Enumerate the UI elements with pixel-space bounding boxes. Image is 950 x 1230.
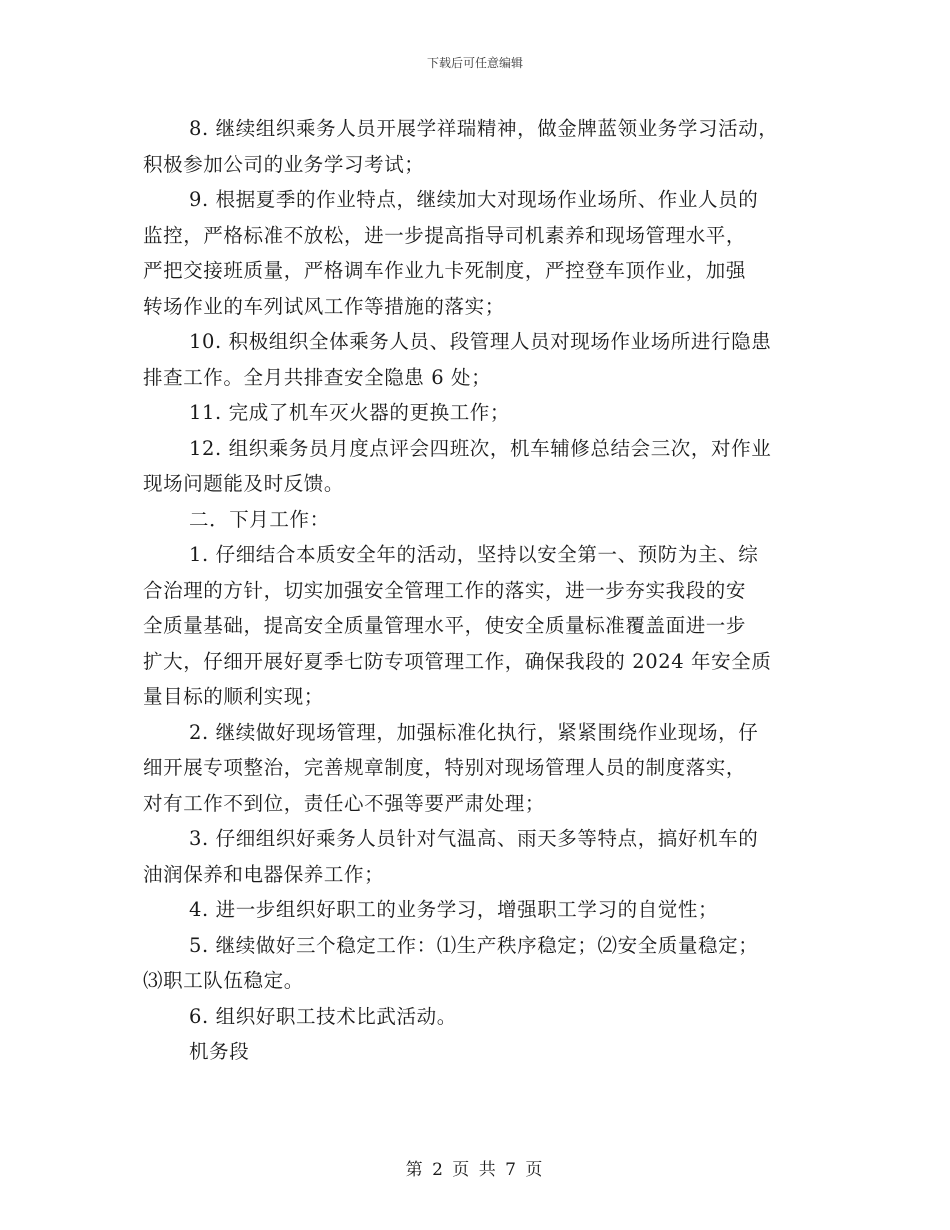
paragraph-line: 合治理的方针，切实加强安全管理工作的落实，进一步夯实我段的安 [143, 578, 747, 602]
paragraph [143, 892, 805, 928]
paragraph-line: 油润保养和电器保养工作； [143, 862, 385, 886]
paragraph-line: 3. 仔细组织好乘务人员针对气温高、雨天多等特点，搞好机车的 [189, 827, 759, 850]
paragraph-line: 细开展专项整治，完善规章制度，特别对现场管理人员的制度落实， [143, 756, 747, 779]
paragraph-line: 8. 继续组织乘务人员开展学祥瑞精神，做金牌蓝领业务学习活动， [189, 117, 779, 140]
paragraph-line: 监控，严格标准不放松，进一步提高指导司机素养和现场管理水平， [143, 223, 747, 247]
paragraph [143, 821, 805, 892]
paragraph-line: 10. 积极组织全体乘务人员、段管理人员对现场作业场所进行隐患 [189, 330, 772, 353]
paragraph-line: 二．下月工作： [189, 507, 330, 531]
paragraph [143, 1034, 805, 1070]
paragraph-line: 机务段 [189, 1040, 250, 1063]
paragraph-line: 6. 组织好职工技术比武活动。 [189, 1004, 457, 1028]
paragraph-line: 5. 继续做好三个稳定工作：⑴生产秩序稳定；⑵安全质量稳定； [189, 933, 759, 957]
paragraph [143, 999, 805, 1035]
paragraph-line: 扩大，仔细开展好夏季七防专项管理工作，确保我段的 2024 年安全质 [143, 649, 772, 673]
paragraph-line: 全质量基础，提高安全质量管理水平，使安全质量标准覆盖面进一步 [143, 614, 747, 637]
paragraph [143, 431, 805, 502]
paragraph-line: 12. 组织乘务员月度点评会四班次，机车辅修总结会三次，对作业 [189, 436, 772, 460]
paragraph [143, 395, 805, 431]
page-header: 下载后可任意编辑 [426, 56, 523, 70]
paragraph-line: 9. 根据夏季的作业特点，继续加大对现场作业场所、作业人员的 [189, 188, 759, 211]
document-body [143, 111, 805, 1070]
paragraph-line: 量目标的顺利实现； [143, 685, 324, 708]
paragraph [143, 502, 805, 538]
paragraph-line: ⑶职工队伍稳定。 [143, 969, 304, 992]
paragraph-line: 4. 进一步组织好职工的业务学习，增强职工学习的自觉性； [189, 898, 719, 921]
paragraph-line: 2. 继续做好现场管理，加强标准化执行，紧紧围绕作业现场，仔 [189, 720, 759, 744]
paragraph-line: 严把交接班质量，严格调车作业九卡死制度，严控登车顶作业，加强 [143, 259, 747, 282]
paragraph-line: 转场作业的车列试风工作等措施的落实； [143, 294, 505, 318]
paragraph [143, 182, 805, 324]
paragraph-line: 现场问题能及时反馈。 [143, 472, 345, 495]
paragraph-line: 对有工作不到位，责任心不强等要严肃处理； [143, 791, 546, 815]
paragraph [143, 111, 805, 182]
paragraph-line: 11. 完成了机车灭火器的更换工作； [189, 401, 511, 424]
paragraph-line: 积极参加公司的业务学习考试； [143, 152, 425, 176]
paragraph [143, 324, 805, 395]
paragraph [143, 715, 805, 822]
page-number: 第 2 页 共 7 页 [405, 1160, 545, 1180]
paragraph [143, 928, 805, 999]
paragraph-line: 1. 仔细结合本质安全年的活动，坚持以安全第一、预防为主、综 [189, 543, 759, 566]
paragraph-line: 排查工作。全月共排查安全隐患 6 处； [143, 365, 492, 389]
paragraph [143, 537, 805, 715]
